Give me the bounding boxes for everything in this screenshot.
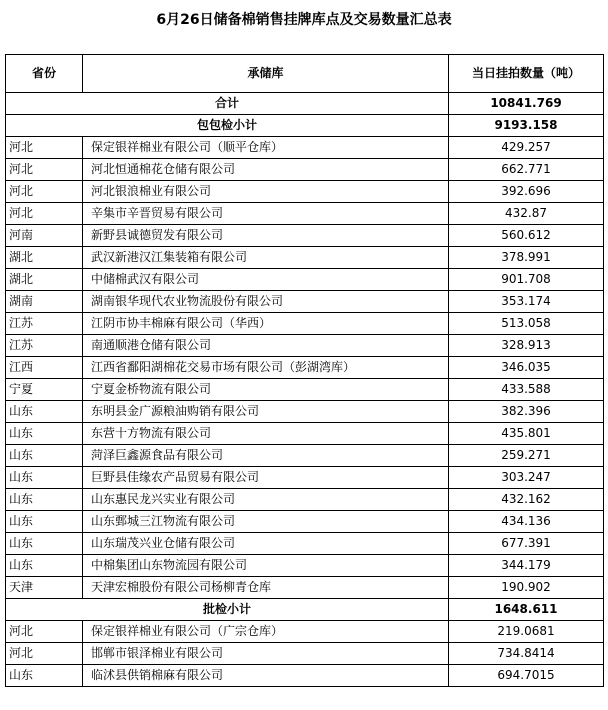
table-body [6, 93, 604, 687]
warehouse-cell: 南通顺港仓储有限公司 [83, 335, 449, 357]
province-cell: 山东 [6, 665, 83, 687]
quantity-cell: 346.035 [449, 357, 604, 379]
warehouse-cell: 江西省鄱阳湖棉花交易市场有限公司（彭湖湾库） [83, 357, 449, 379]
quantity-cell: 560.612 [449, 225, 604, 247]
warehouse-cell: 东营十方物流有限公司 [83, 423, 449, 445]
table-row [6, 555, 604, 577]
province-cell: 山东 [6, 445, 83, 467]
quantity-cell: 433.588 [449, 379, 604, 401]
subtotal-label: 包包检小计 [6, 115, 449, 137]
table-row [6, 269, 604, 291]
quantity-cell: 694.7015 [449, 665, 604, 687]
header-province: 省份 [6, 55, 83, 93]
warehouse-cell: 山东鄄城三江物流有限公司 [83, 511, 449, 533]
table-row [6, 335, 604, 357]
quantity-cell: 190.902 [449, 577, 604, 599]
quantity-cell: 734.8414 [449, 643, 604, 665]
table-row [6, 445, 604, 467]
province-cell: 湖南 [6, 291, 83, 313]
subtotal-value: 9193.158 [449, 115, 604, 137]
table-row [6, 401, 604, 423]
warehouse-cell: 山东惠民龙兴实业有限公司 [83, 489, 449, 511]
table-row [6, 511, 604, 533]
warehouse-cell: 东明县金广源粮油购销有限公司 [83, 401, 449, 423]
table-row [6, 379, 604, 401]
warehouse-cell: 新野县诚德贸发有限公司 [83, 225, 449, 247]
table-row [6, 621, 604, 643]
quantity-cell: 434.136 [449, 511, 604, 533]
warehouse-cell: 宁夏金桥物流有限公司 [83, 379, 449, 401]
quantity-cell: 901.708 [449, 269, 604, 291]
table-row [6, 203, 604, 225]
province-cell: 山东 [6, 533, 83, 555]
header-quantity: 当日挂拍数量（吨） [449, 55, 604, 93]
province-cell: 山东 [6, 489, 83, 511]
warehouse-cell: 保定银祥棉业有限公司（广宗仓库） [83, 621, 449, 643]
province-cell: 河北 [6, 643, 83, 665]
province-cell: 江西 [6, 357, 83, 379]
table-row [6, 577, 604, 599]
quantity-cell: 392.696 [449, 181, 604, 203]
province-cell: 河北 [6, 137, 83, 159]
province-cell: 天津 [6, 577, 83, 599]
warehouse-cell: 中棉集团山东物流园有限公司 [83, 555, 449, 577]
warehouse-cell: 湖南银华现代农业物流股份有限公司 [83, 291, 449, 313]
province-cell: 河北 [6, 181, 83, 203]
warehouse-cell: 菏泽巨鑫源食品有限公司 [83, 445, 449, 467]
province-cell: 湖北 [6, 269, 83, 291]
table-row [6, 313, 604, 335]
table-row [6, 533, 604, 555]
page-title: 6月26日储备棉销售挂牌库点及交易数量汇总表 [156, 12, 452, 28]
province-cell: 山东 [6, 555, 83, 577]
total-label: 合计 [6, 93, 449, 115]
header-warehouse: 承储库 [83, 55, 449, 93]
warehouse-cell: 河北恒通棉花仓储有限公司 [83, 159, 449, 181]
header-row [6, 55, 604, 93]
province-cell: 河北 [6, 621, 83, 643]
quantity-cell: 432.162 [449, 489, 604, 511]
total-value: 10841.769 [449, 93, 604, 115]
quantity-cell: 432.87 [449, 203, 604, 225]
table-row [6, 137, 604, 159]
province-cell: 山东 [6, 401, 83, 423]
province-cell: 江苏 [6, 313, 83, 335]
province-cell: 江苏 [6, 335, 83, 357]
subtotal-row [6, 599, 604, 621]
summary-table [5, 54, 604, 687]
quantity-cell: 328.913 [449, 335, 604, 357]
province-cell: 山东 [6, 423, 83, 445]
province-cell: 河北 [6, 159, 83, 181]
subtotal-value: 1648.611 [449, 599, 604, 621]
warehouse-cell: 天津宏棉股份有限公司杨柳青仓库 [83, 577, 449, 599]
table-row [6, 467, 604, 489]
quantity-cell: 344.179 [449, 555, 604, 577]
quantity-cell: 513.058 [449, 313, 604, 335]
warehouse-cell: 江阴市协丰棉麻有限公司（华西） [83, 313, 449, 335]
warehouse-cell: 中储棉武汉有限公司 [83, 269, 449, 291]
quantity-cell: 435.801 [449, 423, 604, 445]
quantity-cell: 382.396 [449, 401, 604, 423]
province-cell: 河北 [6, 203, 83, 225]
quantity-cell: 378.991 [449, 247, 604, 269]
province-cell: 山东 [6, 467, 83, 489]
table-row [6, 643, 604, 665]
quantity-cell: 662.771 [449, 159, 604, 181]
province-cell: 山东 [6, 511, 83, 533]
table-row [6, 357, 604, 379]
quantity-cell: 219.0681 [449, 621, 604, 643]
subtotal-row [6, 115, 604, 137]
table-row [6, 423, 604, 445]
table-row [6, 489, 604, 511]
table-row [6, 665, 604, 687]
warehouse-cell: 辛集市辛晋贸易有限公司 [83, 203, 449, 225]
quantity-cell: 353.174 [449, 291, 604, 313]
warehouse-cell: 邯郸市银泽棉业有限公司 [83, 643, 449, 665]
warehouse-cell: 巨野县佳缘农产品贸易有限公司 [83, 467, 449, 489]
table-row [6, 225, 604, 247]
table-row [6, 159, 604, 181]
quantity-cell: 303.247 [449, 467, 604, 489]
province-cell: 河南 [6, 225, 83, 247]
table-row [6, 181, 604, 203]
total-row [6, 93, 604, 115]
subtotal-label: 批检小计 [6, 599, 449, 621]
warehouse-cell: 河北银浪棉业有限公司 [83, 181, 449, 203]
warehouse-cell: 武汉新港汉江集装箱有限公司 [83, 247, 449, 269]
warehouse-cell: 保定银祥棉业有限公司（顺平仓库） [83, 137, 449, 159]
table-row [6, 291, 604, 313]
quantity-cell: 677.391 [449, 533, 604, 555]
province-cell: 湖北 [6, 247, 83, 269]
quantity-cell: 259.271 [449, 445, 604, 467]
warehouse-cell: 临沭县供销棉麻有限公司 [83, 665, 449, 687]
province-cell: 宁夏 [6, 379, 83, 401]
warehouse-cell: 山东瑞茂兴业仓储有限公司 [83, 533, 449, 555]
quantity-cell: 429.257 [449, 137, 604, 159]
table-row [6, 247, 604, 269]
